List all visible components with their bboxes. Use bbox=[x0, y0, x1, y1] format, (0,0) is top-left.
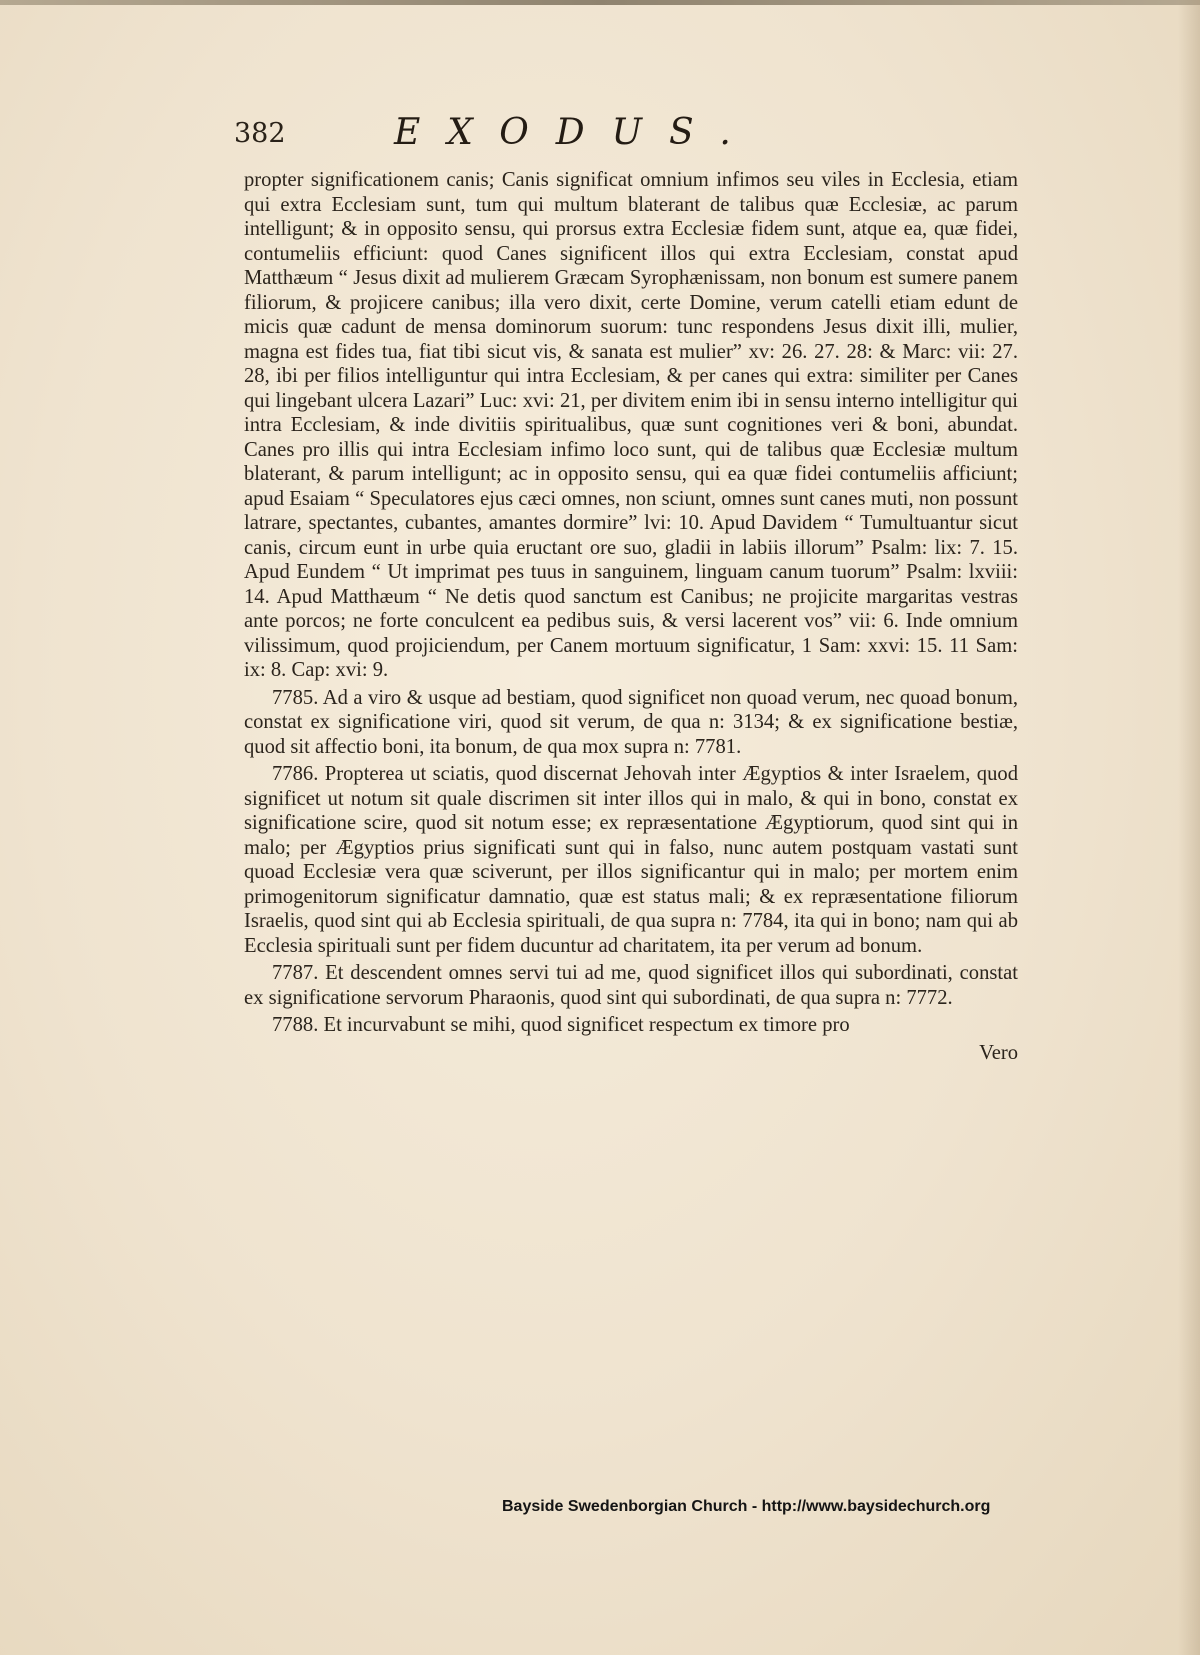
paragraph-continuation: propter significationem canis; Canis significat omnium infimos seu viles in Ecclesia, etiam qui extra Ecclesiam sunt, tum qui multum blaterant de talibus quæ Ecclesiæ, ac parum intelligunt; & in opposito sensu, qui prorsus extra Ecclesiæ fidem sunt, atque ea, quæ fidei, contumeliis efficiunt: quod Canes significent illos qui extra Ecclesiam, constat apud Matthæum “ Jesus dixit ad mulierem Græcam Syrophænissam, non bonum est sumere panem filiorum, & projicere canibus; illa vero dixit, certe Domine, verum catelli etiam edunt de micis quæ cadunt de mensa dominorum suorum: tunc respondens Jesus dixit illi, mulier, magna est fides tua, fiat tibi sicut vis, & sanata est mulier” xv: 26. 27. 28: & Marc: vii: 27. 28, ibi per filios intelliguntur qui intra Ecclesiam, & per canes qui extra: similiter per Canes qui lingebant ulcera Lazari” Luc: xvi: 21, per divitem enim ibi in sensu interno intelligitur qui intra Ecclesiam, & inde divitiis spiritualibus, quæ sunt cognitiones veri & boni, abundat. Canes pro illis qui intra Ecclesiam infimo loco sunt, qui de talibus quæ Ecclesiæ multum blaterant, & parum intelligunt; ac in opposito sensu, qui ea quæ fidei contumeliis afficiunt; apud Esaiam “ Speculatores ejus cæci omnes, non sciunt, omnes sunt canes muti, non possunt latrare, spectantes, cubantes, amantes dormire” lvi: 10. Apud Davidem “ Tumultuantur sicut canis, circum eunt in urbe quia eructant ore suo, gladii in labiis illorum” Psalm: lix: 7. 15. Apud Eundem “ Ut imprimat pes tuus in sanguinem, linguam canum tuorum” Psalm: lxviii: 14. Apud Matthæum “ Ne detis quod sanctum est Canibus; ne projicite margaritas vestras ante porcos; ne forte conculcent ea pedibus suis, & versi lacerent vos” vii: 6. Inde omnium vilissimum, quod projiciendum, per Canem mortuum significatur, 1 Sam: xxvi: 15. 11 Sam: ix: 8. Cap: xvi: 9. bbox=[244, 169, 1018, 681]
paragraph-7788: 7788. Et incurvabunt se mihi, quod significet respectum ex timore pro bbox=[272, 1014, 850, 1036]
page-header bbox=[234, 112, 1054, 162]
page-gutter-shade bbox=[1178, 0, 1200, 1655]
paragraph-7786: 7786. Propterea ut sciatis, quod discernat Jehovah inter Ægyptios & inter Israelem, quod significet ut notum sit quale discrimen sit inter illos qui in malo, & qui in bono, constat ex significatione scire, quod sit notum esse; ex repræsentatione Ægyptiorum, quod sint qui in malo; per Ægyptios prius significati sunt qui in falso, nunc autem postquam vastati sunt quoad Ecclesiæ vera quæ sciverunt, per illos significantur qui in malo; per mortem enim primogenitorum significatur damnatio, quæ est status mali; & ex repræsentatione filiorum Israelis, quod sint qui ab Ecclesia spirituali, de qua supra n: 7784, ita qui in bono; nam qui ab Ecclesia spirituali sunt per fidem ducuntur ad charitatem, ita per verum ad bonum. bbox=[244, 763, 1018, 957]
page-top-edge bbox=[0, 0, 1200, 5]
page-number: 382 bbox=[234, 118, 286, 149]
footer-credit: Bayside Swedenborgian Church - http://www.baysidechurch.org bbox=[502, 1498, 991, 1515]
catchword: Vero bbox=[979, 1041, 1018, 1064]
paragraph-7785: 7785. Ad a viro & usque ad bestiam, quod significet non quoad verum, nec quoad bonum, constat ex significatione viri, quod sit verum, de qua n: 3134; & ex significatione bestiæ, quod sit affectio boni, ita bonum, de qua mox supra n: 7781. bbox=[244, 686, 1018, 758]
running-title: EXODUS. bbox=[394, 112, 758, 153]
paragraph-7787: 7787. Et descendent omnes servi tui ad me, quod significet illos qui subordinati, constat ex significatione servorum Pharaonis, quod sint qui subordinati, de qua supra n: 7772. bbox=[244, 962, 1018, 1009]
page-body bbox=[244, 168, 1018, 1068]
